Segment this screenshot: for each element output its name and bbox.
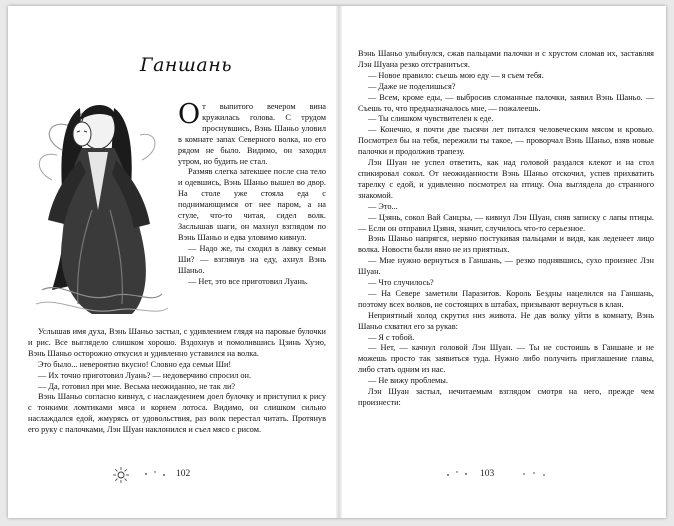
paragraph: т выпитого вечером вина кружилась голова. С трудом проснувшись, Вэнь Шаньо уловил в комнате запах Северного волка, но его рядом не было. Видимо, он заходил утром, но будить не стал. (178, 102, 326, 166)
chapter-title: Ганшань (140, 54, 233, 76)
paragraph: — Это... (368, 201, 398, 211)
paragraph: — Конечно, я почти две тысячи лет питался человеческим мясом и кровью. Посмотрел бы на тебя, пережили ты такое, — проворчал Вэнь Шаньо, взяв новые палочки и продолжив трапезу. (358, 125, 654, 157)
paragraph: — Даже не поделишься? (368, 81, 456, 91)
paragraph: Услышав имя духа, Вэнь Шаньо застыл, с удивлением глядя на паровые булочки и рис. Все выглядело слишком хорошо. Вздохнув и помолившись Цзинь Хуэю, Вэнь Шаньо осторожно откусил и удивленно уставился на волка. (28, 327, 326, 358)
drop-cap: О (178, 99, 201, 130)
sparkle-ornament-icon (442, 468, 472, 480)
crescent-moon-icon (556, 464, 572, 482)
paragraph: Это было... невероятно вкусно! Словно еда семьи Ши! (38, 359, 232, 369)
paragraph: — Что случилось? (368, 278, 434, 288)
sun-ornament-icon (112, 466, 130, 484)
sparkle-ornament-icon (140, 468, 170, 480)
right-page (342, 6, 666, 518)
paragraph: — Я с тобой. (368, 332, 415, 342)
right-page-text (358, 49, 654, 409)
page-number: 102 (176, 469, 191, 479)
sparkle-ornament-icon (520, 468, 552, 480)
paragraph: — Ты слишком чувствителен к еде. (368, 114, 494, 124)
paragraph: Вэнь Шаньо согласно кивнул, с наслаждением доел булочку и приступил к рису с тонкими ломтиками мяса и корнем лотоса. Видимо, он слишком сильно наслаждался едой, жмурясь от удовольствия, раз волк перестал читать. Протянув его руку с палочками, Лэн Шуан наклонился и съел мясо с рисом. (28, 392, 326, 435)
paragraph: — Нет, это все приготовил Луань. (188, 276, 308, 286)
paragraph: — Не вижу проблемы. (368, 376, 448, 386)
left-page (8, 6, 338, 518)
book-spread (8, 6, 666, 518)
paragraph: — Новое правило: съешь мою еду — я съем тебя. (368, 70, 544, 80)
paragraph: — Цзянь, сокол Вай Санцзы, — кивнул Лэн Шуан, сняв записку с лапы птицы. — Если он отправил Цзяня, значит, случилось что-то серьезное. (358, 212, 654, 233)
paragraph: — Нет, — качнул головой Лэн Шуан. — Ты не состоишь в Ганшане и не можешь просто так заявиться туда. Нужно либо получить приглашение главы, либо стать одним из нас. (358, 343, 654, 375)
paragraph: — Всем, кроме еды, — выбросив сломанные палочки, заявил Вэнь Шаньо. — Съешь то, что предназначалось мне, — пожалеешь. (358, 92, 654, 113)
paragraph: Размяв слегка затекшее после сна тело и одевшись, Вэнь Шаньо вышел во двор. На столе уже стояла еда с поднимающимся от нее паром, а на стуле, что-то читая, сидел волк. Заслышав шаги, он махнул взглядом по Вэнь Шаньо и едва уловимо кивнул. (178, 167, 326, 242)
paragraph: — Их точно приготовил Луань? — недоверчиво спросил он. (38, 370, 252, 380)
paragraph: Лэн Шуан не успел ответить, как над головой раздался клекот и на стол спикировал сокол. От неожиданности Вэнь Шаньо отскочил, успев прихватить тарелку с едой, и удивленно посмотрел на птицу. Она выглядела до странного знакомой. (358, 158, 654, 200)
paragraph: — Надо же, ты сходил в лавку семьи Ши? — взглянув на еду, ахнул Вэнь Шаньо. (178, 243, 326, 275)
paragraph: — Мне нужно вернуться в Ганшань, — резко поднявшись, сухо произнес Лэн Шуан. (358, 256, 654, 277)
paragraph: — На Севере заметили Паразитов. Король Бездны нацелился на Ганшань, поэтому всех волков, не состоящих в штабах, призывают вернуться в клан. (358, 288, 654, 309)
left-column-text (178, 99, 326, 287)
character-illustration (22, 90, 174, 318)
paragraph: Вэнь Шаньо улыбнулся, сжав пальцами палочки и с хрустом сломав их, заставляя Лэн Шуана резко отстраниться. (358, 49, 654, 69)
paragraph: Лэн Шуан застыл, нечитаемым взглядом смотря на него, прежде чем произнести: (358, 387, 654, 407)
paragraph: Вэнь Шаньо напрягся, нервно постукивая пальцами и видя, как леденеет лицо волка. Новости были явно не из приятных. (358, 234, 654, 255)
paragraph: — Да, готовил при мне. Весьма неожиданно, не так ли? (38, 381, 236, 391)
page-number: 103 (480, 469, 495, 479)
paragraph: Неприятный холод скрутил низ живота. Не дав волку уйти в комнату, Вэнь Шаньо схватил его за рукав: (358, 310, 654, 331)
left-full-text (28, 327, 326, 436)
